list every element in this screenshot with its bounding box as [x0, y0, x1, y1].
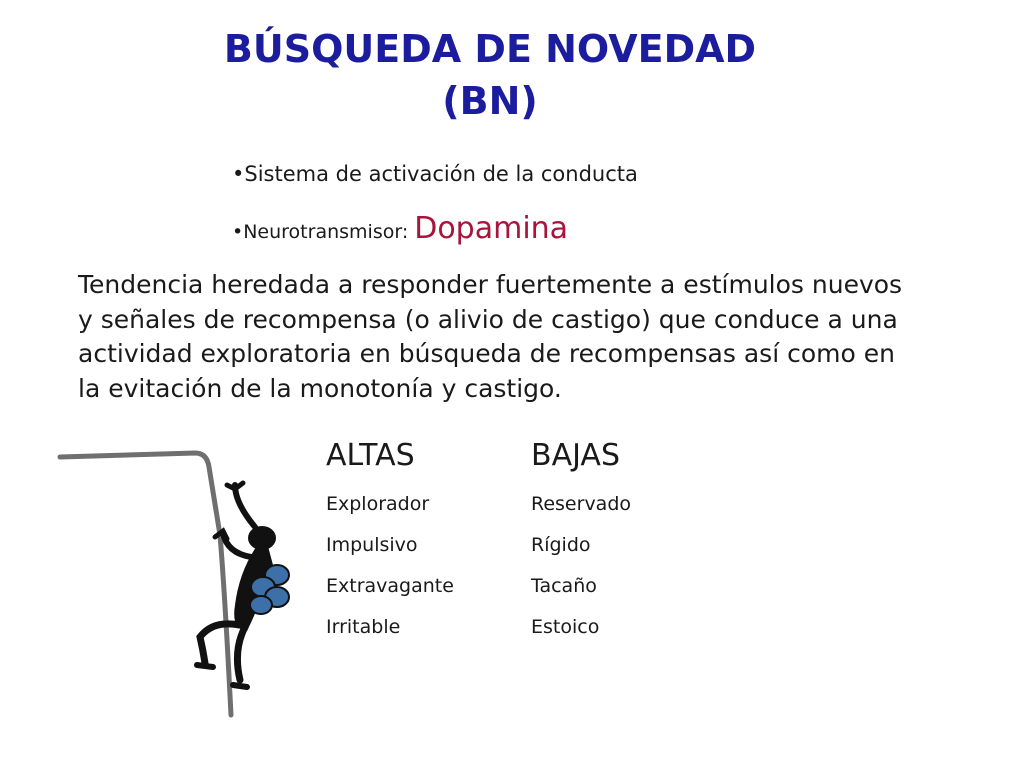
bullet-activation — [232, 160, 638, 188]
climber-leg — [237, 627, 245, 680]
bullet-neurotransmitter — [232, 211, 569, 246]
bullet-marker: • — [232, 221, 244, 243]
bullet-label: Neurotransmisor: — [243, 221, 409, 243]
altas-heading: ALTAS — [326, 438, 415, 473]
climber-arm — [235, 485, 255, 527]
altas-item: Impulsivo — [326, 534, 418, 556]
climber-icon — [55, 445, 295, 725]
definition-paragraph: Tendencia heredada a responder fuertemente a estímulos nuevos y señales de recompensa (o alivio de castigo) que conduce a una actividad exploratoria en búsqueda de recompensas así como en la evitación de la monotonía y castigo. — [78, 270, 903, 403]
climber-leg — [200, 624, 239, 663]
bajas-item: Estoico — [531, 616, 600, 638]
bullet-marker: • — [232, 162, 245, 186]
altas-item: Irritable — [326, 616, 401, 638]
bajas-item: Reservado — [531, 493, 632, 515]
bajas-item: Rígido — [531, 534, 591, 556]
bajas-item: Tacaño — [531, 575, 597, 597]
altas-item: Explorador — [326, 493, 430, 515]
cliff-edge — [60, 453, 231, 715]
bajas-column — [531, 436, 631, 648]
bajas-heading: BAJAS — [531, 438, 620, 473]
altas-item: Extravagante — [326, 575, 454, 597]
bullet-value: Dopamina — [414, 211, 569, 246]
bullet-text: Sistema de activación de la conducta — [244, 162, 638, 186]
climber-foot — [233, 685, 247, 687]
altas-column — [326, 436, 454, 648]
page-subtitle: (BN) — [442, 79, 538, 123]
page-title: BÚSQUEDA DE NOVEDAD — [223, 27, 757, 71]
climber-head — [248, 526, 276, 550]
climber-foot — [197, 665, 213, 667]
